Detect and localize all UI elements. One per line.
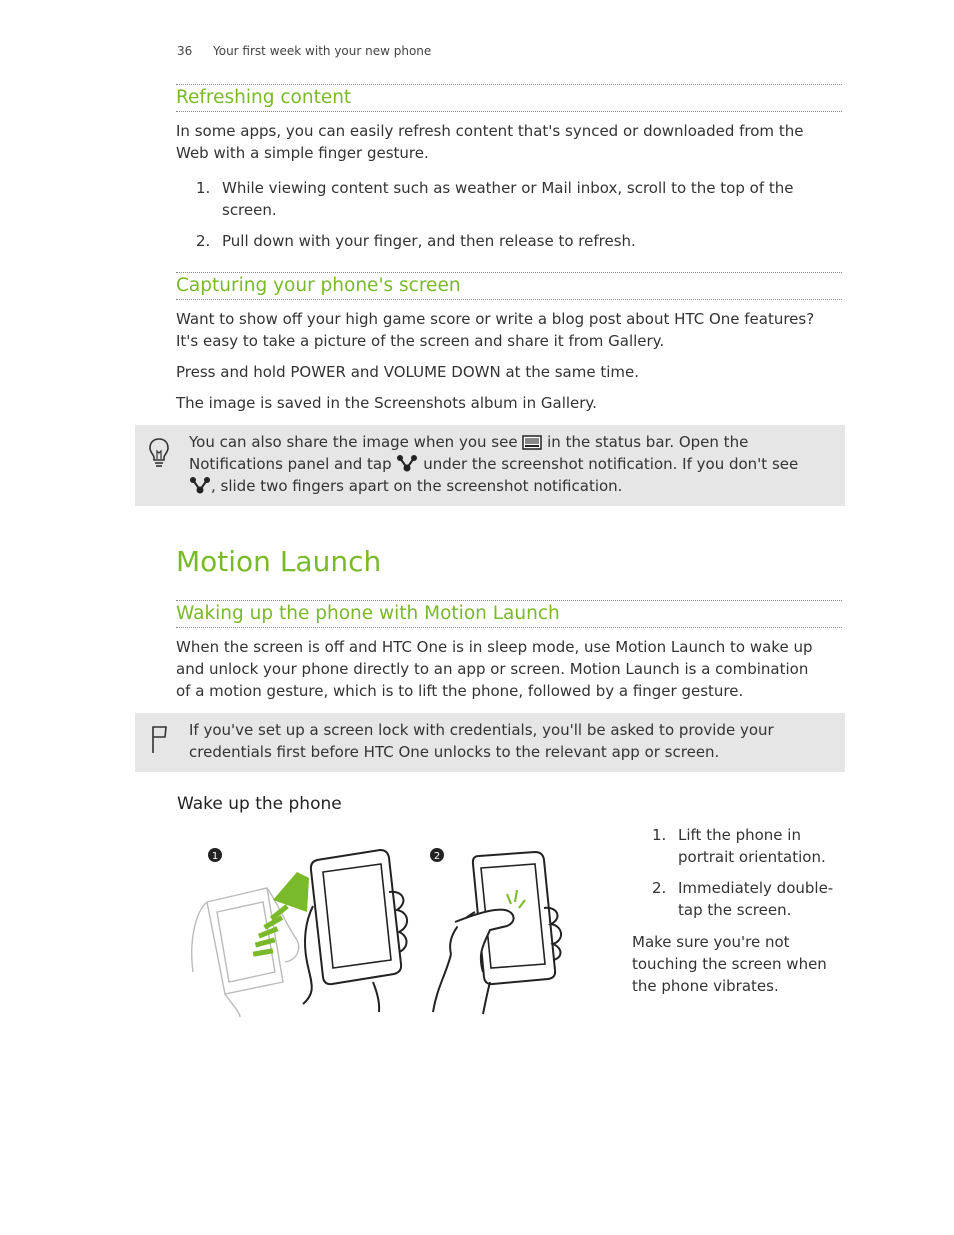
capturing-intro: Want to show off your high game score or write a blog post about HTC One features? It's easy to take a picture of the screen and share it from Gallery.	[176, 310, 815, 350]
lift-arrow	[253, 872, 309, 957]
wake-step-2: Immediately double- tap the screen.	[678, 879, 834, 919]
step-number: 2.	[196, 232, 211, 250]
divider	[176, 272, 842, 273]
section-title-refreshing: Refreshing content	[176, 87, 352, 108]
step-number: 2.	[652, 879, 667, 897]
tip-box	[135, 425, 845, 506]
flag-icon	[149, 723, 169, 755]
step-badge-2-label: 2	[433, 851, 441, 862]
refreshing-step-1: While viewing content such as weather or Mail inbox, scroll to the top of the screen.	[222, 179, 794, 219]
share-icon	[189, 476, 211, 494]
refreshing-intro: In some apps, you can easily refresh content that's synced or downloaded from the Web with a simple finger gesture.	[176, 122, 804, 162]
capturing-press: Press and hold POWER and VOLUME DOWN at the same time.	[176, 363, 639, 381]
screenshot-status-icon	[522, 435, 542, 450]
chapter-heading: Motion Launch	[176, 545, 382, 578]
section-title-waking: Waking up the phone with Motion Launch	[176, 603, 560, 624]
capturing-saved: The image is saved in the Screenshots album in Gallery.	[176, 394, 597, 412]
divider	[176, 299, 842, 300]
page-number: 36	[177, 44, 193, 58]
divider	[176, 627, 842, 628]
refreshing-step-2: Pull down with your finger, and then release to refresh.	[222, 232, 636, 250]
phone-1	[303, 850, 407, 1012]
step-number: 1.	[652, 826, 667, 844]
note-text: If you've set up a screen lock with credentials, you'll be asked to provide your credentials first before HTC One unlocks to the relevant app or screen.	[189, 721, 774, 761]
chapter-title: Your first week with your new phone	[213, 44, 432, 58]
note-box	[135, 713, 845, 772]
lightbulb-icon	[147, 437, 171, 469]
divider	[176, 600, 842, 601]
tip-text: You can also share the image when you see in the status bar. Open the Notifications panel and tap under the screenshot notification. If you don't see , slide two fingers apart on the screenshot notification.	[189, 433, 799, 495]
motion-intro: When the screen is off and HTC One is in sleep mode, use Motion Launch to wake up and unlock your phone directly to an app or screen. Motion Launch is a combination of a motion gesture, which is to lift the phone, followed by a finger gesture.	[176, 638, 813, 700]
step-badge-1-label: 1	[211, 851, 219, 862]
divider	[176, 84, 842, 85]
wake-tip: Make sure you're not touching the screen when the phone vibrates.	[632, 933, 827, 995]
share-icon	[396, 454, 418, 472]
wake-title: Wake up the phone	[177, 794, 342, 814]
motion-launch-illustration	[185, 842, 580, 1022]
phone-2	[433, 852, 561, 1014]
step-number: 1.	[196, 179, 211, 197]
section-title-capturing: Capturing your phone's screen	[176, 275, 461, 296]
divider	[176, 111, 842, 112]
wake-step-1: Lift the phone in portrait orientation.	[678, 826, 826, 866]
